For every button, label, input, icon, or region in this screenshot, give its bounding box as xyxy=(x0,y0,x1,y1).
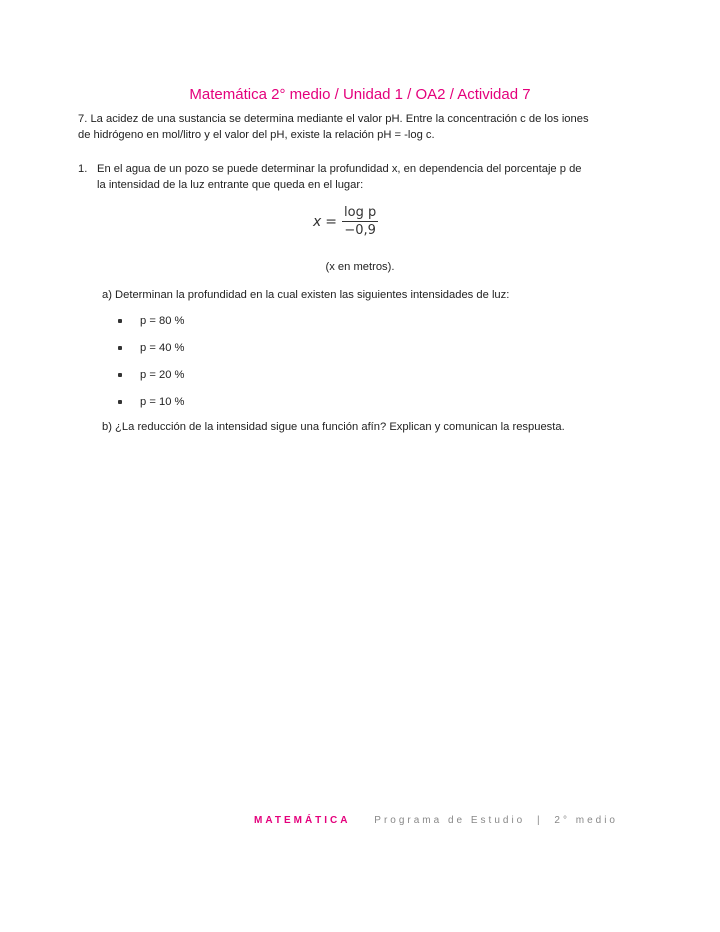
footer-program: Programa de Estudio xyxy=(374,815,526,826)
bullet-icon xyxy=(118,346,122,350)
list-item: p = 10 % xyxy=(118,395,184,422)
depth-formula xyxy=(313,205,378,238)
intro-paragraph xyxy=(78,111,589,143)
part-a-text: a) Determinan la profundidad en la cual existen las siguientes intensidades de luz: xyxy=(102,289,510,301)
intensity-list xyxy=(118,314,184,422)
formula-fraction xyxy=(342,205,378,238)
formula-variable: x xyxy=(313,213,322,230)
page-footer xyxy=(254,815,618,826)
bullet-icon xyxy=(118,400,122,404)
formula-equals: = xyxy=(325,213,338,230)
footer-level: 2° medio xyxy=(554,815,618,826)
list-item: p = 20 % xyxy=(118,368,184,395)
intro-line-2: de hidrógeno en mol/litro y el valor del pH, existe la relación pH = -log c. xyxy=(78,129,435,141)
list-item: p = 80 % xyxy=(118,314,184,341)
bullet-icon xyxy=(118,319,122,323)
question-line-1: En el agua de un pozo se puede determinar la profundidad x, en dependencia del porcentaje p de xyxy=(97,163,582,175)
footer-separator: | xyxy=(537,815,543,826)
question-line-2: la intensidad de la luz entrante que queda en el lugar: xyxy=(97,179,364,191)
intro-line-1: 7. La acidez de una sustancia se determina mediante el valor pH. Entre la concentración c de los iones xyxy=(78,113,589,125)
question-number: 1. xyxy=(78,163,88,175)
formula-denominator: −0,9 xyxy=(344,223,376,238)
footer-brand: MATEMÁTICA xyxy=(254,815,351,826)
units-note: (x en metros). xyxy=(325,261,395,273)
bullet-icon xyxy=(118,373,122,377)
part-b-text: b) ¿La reducción de la intensidad sigue una función afín? Explican y comunican la respuesta. xyxy=(102,421,565,433)
formula-numerator: log p xyxy=(344,205,377,220)
question-text xyxy=(97,161,582,193)
page-title: Matemática 2° medio / Unidad 1 / OA2 / Actividad 7 xyxy=(189,86,531,103)
list-item: p = 40 % xyxy=(118,341,184,368)
